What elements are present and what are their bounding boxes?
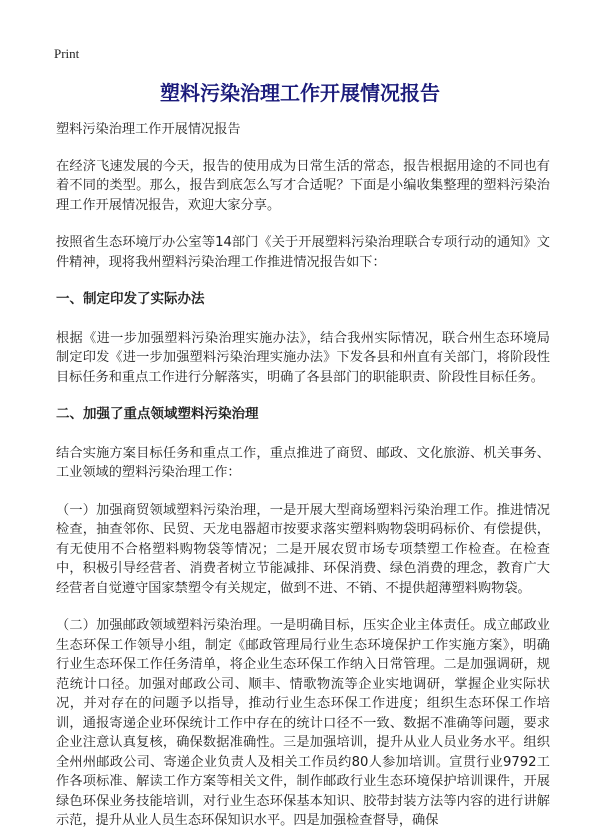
lead-paragraph: 按照省生态环境厅办公室等14部门《关于开展塑料污染治理联合专项行动的通知》文件精神，现将我州塑料污染治理工作推进情况报告如下： [56,235,550,270]
intro-paragraph: 在经济飞速发展的今天，报告的使用成为日常生活的常态，报告根据用途的不同也有着不同的类型。那么，报告到底怎么写才合适呢？下面是小编收集整理的塑料污染治理工作开展情况报告，欢迎大家分享。 [56,158,550,213]
section-1-body: 根据《进一步加强塑料污染治理实施办法》，结合我州实际情况，联合州生态环境局制定印发《进一步加强塑料污染治理实施办法》下发各县和州直有关部门，将阶段性目标任务和重点工作进行分解落实，明确了各县部门的职能职责、阶段性目标任务。 [56,330,550,385]
section-2-intro: 结合实施方案目标任务和重点工作，重点推进了商贸、邮政、文化旅游、机关事务、工业领域的塑料污染治理工作： [56,445,550,480]
section-2-item-2: （二）加强邮政领域塑料污染治理。一是明确目标，压实企业主体责任。成立邮政业生态环保工作领导小组，制定《邮政管理局行业生态环境保护工作实施方案》，明确行业生态环保工作任务清单，将企业生态环保工作纳入日常管理。二是加强调研，规范统计口径。加强对邮政公司、顺丰、情歌物流等企业实地调研，掌握企业实际状况，并对存在的问题予以指导，推动行业生态环保工作进度；组织生态环保工作培训，通报寄递企业环保统计工作中存在的统计口径不一致、数据不准确等问题，要求企业注意认真复核，确保数据准确性。三是加强培训，提升从业人员业务水平。组织全州州邮政公司、寄递企业负责人及相关工作员约80人参加培训。宣贯行业9792工作各项标准、解读工作方案等相关文件，制作邮政行业生态环境保护培训课件，开展绿色环保业务技能培训，对行业生态环保基本知识、胶带封装方法等内容的进行讲解示范，提升从业人员生态环保知识水平。四是加强检查督导，确保 [56,618,550,828]
document-subtitle: 塑料污染治理工作开展情况报告 [56,122,241,137]
section-2-item-1: （一）加强商贸领域塑料污染治理，一是开展大型商场塑料污染治理工作。推进情况检查，抽查邻你、民贸、天龙电器超市按要求落实塑料购物袋明码标价、有偿提供，有无使用不合格塑料购物袋等情况；二是开展农贸市场专项禁塑工作检查。在检查中，积极引导经营者、消费者树立节能减排、环保消费、绿色消费的理念，教育广大经营者自觉遵守国家禁塑令有关规定，做到不进、不销、不提供超薄塑料购物袋。 [56,502,550,596]
print-label: Print [54,46,80,61]
page-title: 塑料污染治理工作开展情况报告 [160,81,440,105]
document-body [56,120,550,828]
section-1-heading: 一、制定印发了实际办法 [56,291,205,307]
section-2-heading: 二、加强了重点领域塑料污染治理 [56,406,259,422]
